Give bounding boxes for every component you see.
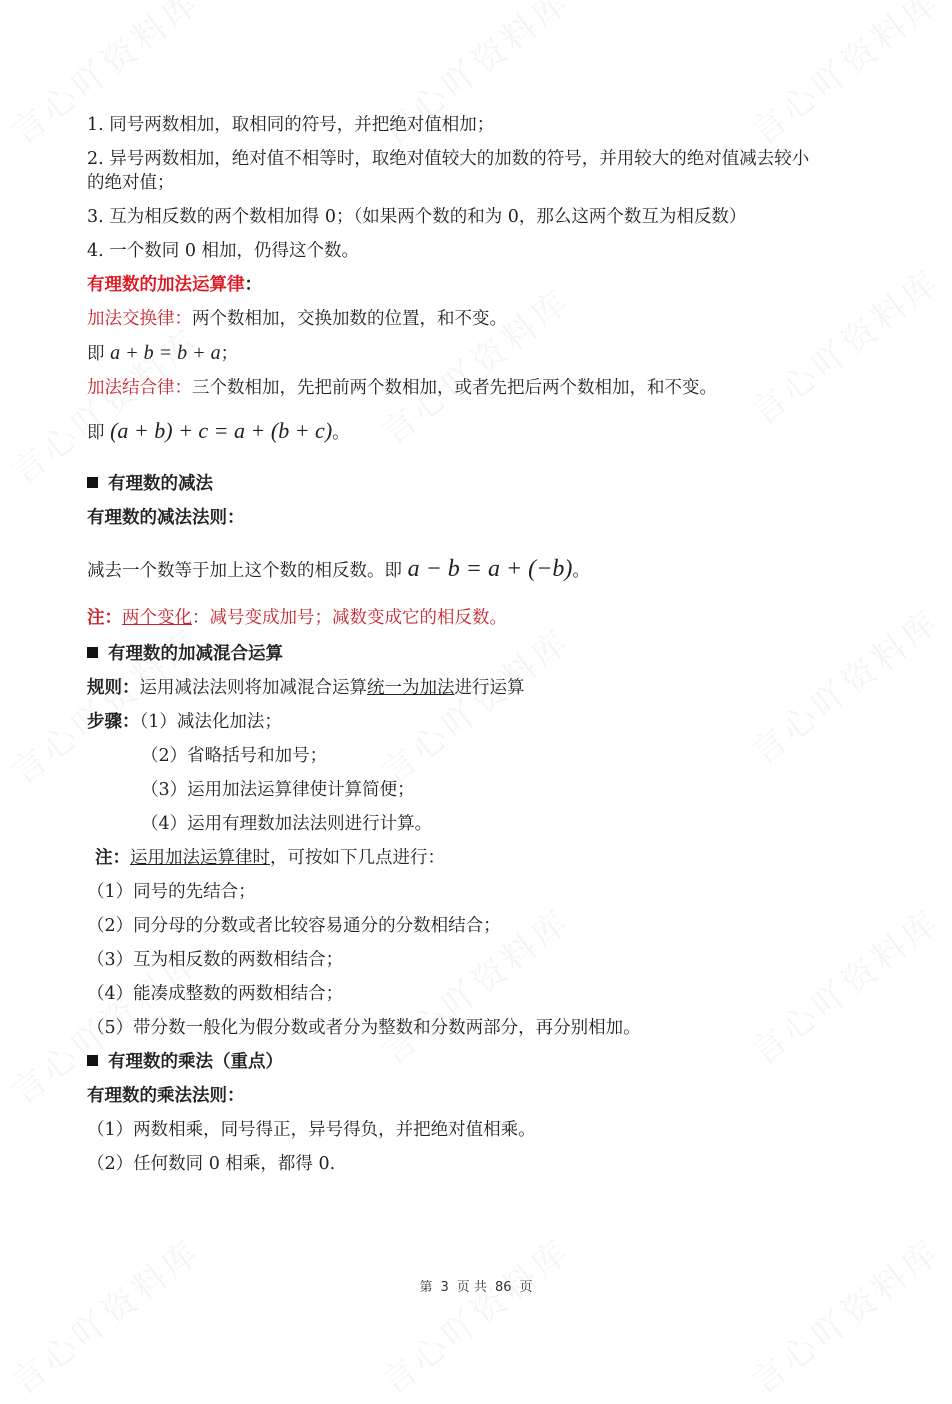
formula-prefix: 即	[87, 344, 105, 364]
mixed-note	[87, 846, 877, 870]
note-text: ：减号变成加号；减数变成它的相反数。	[192, 608, 507, 628]
formula-suffix: ；	[220, 344, 239, 364]
square-bullet-icon	[87, 1055, 98, 1066]
point-item: （2）同分母的分数或者比较容易通分的分数相结合；	[87, 916, 501, 936]
addition-rule-2: 2. 异号两数相加，绝对值不相等时，取绝对值较大的加数的符号，并用较大的绝对值减去较小	[87, 149, 810, 169]
watermark	[739, 1225, 949, 1404]
commutative-text: 两个数相加，交换加数的位置，和不变。	[192, 309, 507, 329]
multiplication-rule-heading: 有理数的乘法法则：	[87, 1086, 245, 1106]
associative-law	[87, 376, 877, 400]
step-item: （3）运用加法运算律使计算简便；	[141, 780, 415, 800]
formula-prefix: 即	[87, 423, 105, 443]
rule-underlined: 统一为加法	[367, 678, 455, 698]
point-item: （4）能凑成整数的两数相结合；	[87, 984, 344, 1004]
subtraction-note	[87, 606, 877, 630]
rule-label: 规则：	[87, 678, 140, 698]
associative-label: 加法结合律：	[87, 378, 192, 398]
subtraction-section-heading	[87, 472, 877, 496]
section-title: 有理数的乘法（重点）	[108, 1052, 283, 1072]
addition-laws-title: 有理数的加法运算律	[87, 275, 245, 295]
footer-middle: 页 共	[456, 1280, 487, 1295]
note-label: 注：	[95, 848, 130, 868]
addition-rule-3: 3. 互为相反数的两个数相加得 0；（如果两个数的和为 0，那么这两个数互为相反数）	[87, 207, 747, 227]
mixed-steps	[87, 710, 877, 734]
note-underlined: 运用加法运算律时	[130, 848, 270, 868]
associative-formula-line	[87, 414, 877, 450]
square-bullet-icon	[87, 647, 98, 658]
section-title: 有理数的加减混合运算	[108, 644, 283, 664]
point-item: （1）同号的先结合；	[87, 882, 256, 902]
formula-suffix: 。	[332, 423, 350, 443]
colon: ：	[244, 275, 262, 295]
commutative-law	[87, 307, 877, 331]
multiplication-rule: （1）两数相乘，同号得正，异号得负，并把绝对值相乘。	[87, 1120, 536, 1140]
step-item: （1）减法化加法；	[139, 712, 282, 732]
subtraction-rule-heading: 有理数的减法法则：	[87, 508, 245, 528]
document-page	[87, 113, 877, 1186]
addition-rule-1: 1. 同号两数相加，取相同的符号，并把绝对值相加；	[87, 115, 495, 135]
square-bullet-icon	[87, 477, 98, 488]
rule-text-after: 进行运算	[454, 678, 525, 698]
multiplication-rule: （2）任何数同 0 相乘，都得 0.	[87, 1154, 336, 1174]
rule-text: 运用减法法则将加减混合运算	[139, 678, 367, 698]
note-underlined: 两个变化	[122, 608, 192, 628]
mixed-section-heading	[87, 642, 877, 666]
steps-label: 步骤：	[87, 712, 140, 732]
step-item: （4）运用有理数加法法则进行计算。	[141, 814, 433, 834]
note-label: 注：	[87, 608, 122, 628]
point-item: （3）互为相反数的两数相结合；	[87, 950, 344, 970]
point-item: （5）带分数一般化为假分数或者分为整数和分数两部分，再分别相加。	[87, 1018, 641, 1038]
multiplication-section-heading	[87, 1050, 877, 1074]
page-number: 3	[440, 1280, 449, 1295]
total-pages: 86	[494, 1280, 512, 1295]
page-footer	[0, 1276, 952, 1295]
mixed-rule	[87, 676, 877, 700]
associative-text: 三个数相加，先把前两个数相加，或者先把后两个数相加，和不变。	[192, 378, 717, 398]
addition-rule-2-cont: 的绝对值；	[87, 173, 175, 193]
footer-prefix: 第	[419, 1280, 433, 1295]
formula-suffix: 。	[572, 561, 590, 581]
addition-laws-heading	[87, 273, 877, 297]
commutative-label: 加法交换律：	[87, 309, 192, 329]
watermark	[0, 1225, 209, 1404]
note-text: ，可按如下几点进行：	[270, 848, 445, 868]
associative-formula: (a + b) + c = a + (b + c)	[110, 418, 333, 443]
step-item: （2）省略括号和加号；	[141, 746, 328, 766]
section-title: 有理数的减法	[108, 474, 213, 494]
commutative-formula-line	[87, 341, 877, 366]
rule-text: 减去一个数等于加上这个数的相反数。即	[87, 561, 402, 581]
subtraction-formula: a − b = a + (−b)	[407, 556, 573, 582]
footer-suffix: 页	[519, 1280, 533, 1295]
commutative-formula: a + b = b + a	[110, 342, 221, 364]
watermark	[369, 1225, 579, 1404]
addition-rule-4: 4. 一个数同 0 相加，仍得这个数。	[87, 241, 360, 261]
subtraction-rule	[87, 552, 877, 588]
